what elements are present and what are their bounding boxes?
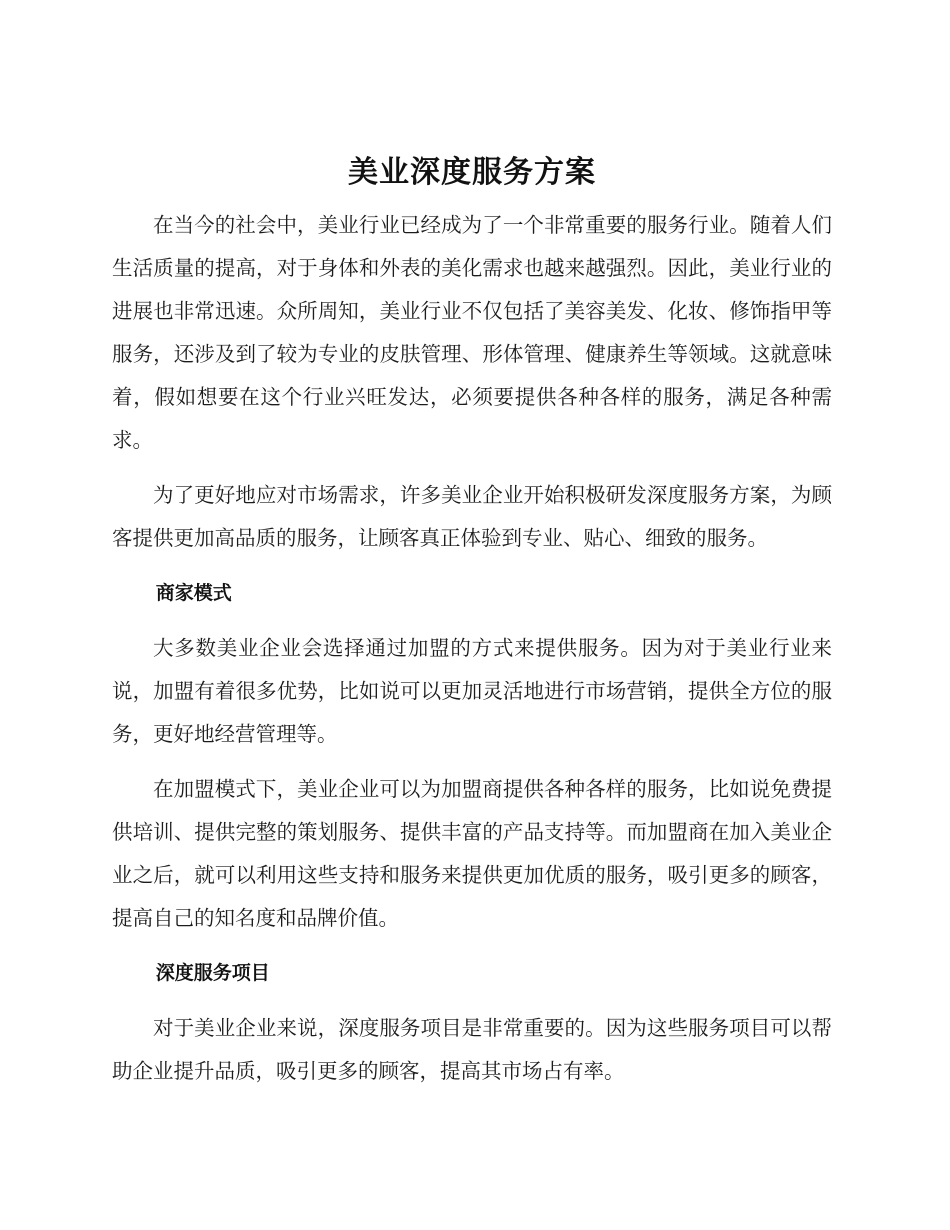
- intro-paragraph-1: 在当今的社会中，美业行业已经成为了一个非常重要的服务行业。随着人们生活质量的提高，对于身体和外表的美化需求也越来越强烈。因此，美业行业的进展也非常迅速。众所周知，美业行业不仅包括了美容美发、化妆、修饰指甲等服务，还涉及到了较为专业的皮肤管理、形体管理、健康养生等领域。这就意味着，假如想要在这个行业兴旺发达，必须要提供各种各样的服务，满足各种需求。: [112, 213, 832, 452]
- deep-service-paragraph-1: 对于美业企业来说，深度服务项目是非常重要的。因为这些服务项目可以帮助企业提升品质，吸引更多的顾客，提高其市场占有率。: [112, 1016, 832, 1083]
- section-heading-deep-service-items: 深度服务项目: [155, 962, 270, 984]
- merchant-model-paragraph-2: 在加盟模式下，美业企业可以为加盟商提供各种各样的服务，比如说免费提供培训、提供完整的策划服务、提供丰富的产品支持等。而加盟商在加入美业企业之后，就可以利用这些支持和服务来提供更加优质的服务，吸引更多的顾客，提高自己的知名度和品牌价值。: [112, 777, 832, 930]
- merchant-model-paragraph-1: 大多数美业企业会选择通过加盟的方式来提供服务。因为对于美业行业来说，加盟有着很多优势，比如说可以更加灵活地进行市场营销，提供全方位的服务，更好地经营管理等。: [112, 636, 832, 746]
- document-body: [112, 148, 832, 1105]
- section-heading-merchant-model: 商家模式: [155, 582, 232, 604]
- document-title: 美业深度服务方案: [348, 155, 596, 190]
- intro-paragraph-2: 为了更好地应对市场需求，许多美业企业开始积极研发深度服务方案，为顾客提供更加高品质的服务，让顾客真正体验到专业、贴心、细致的服务。: [112, 483, 832, 550]
